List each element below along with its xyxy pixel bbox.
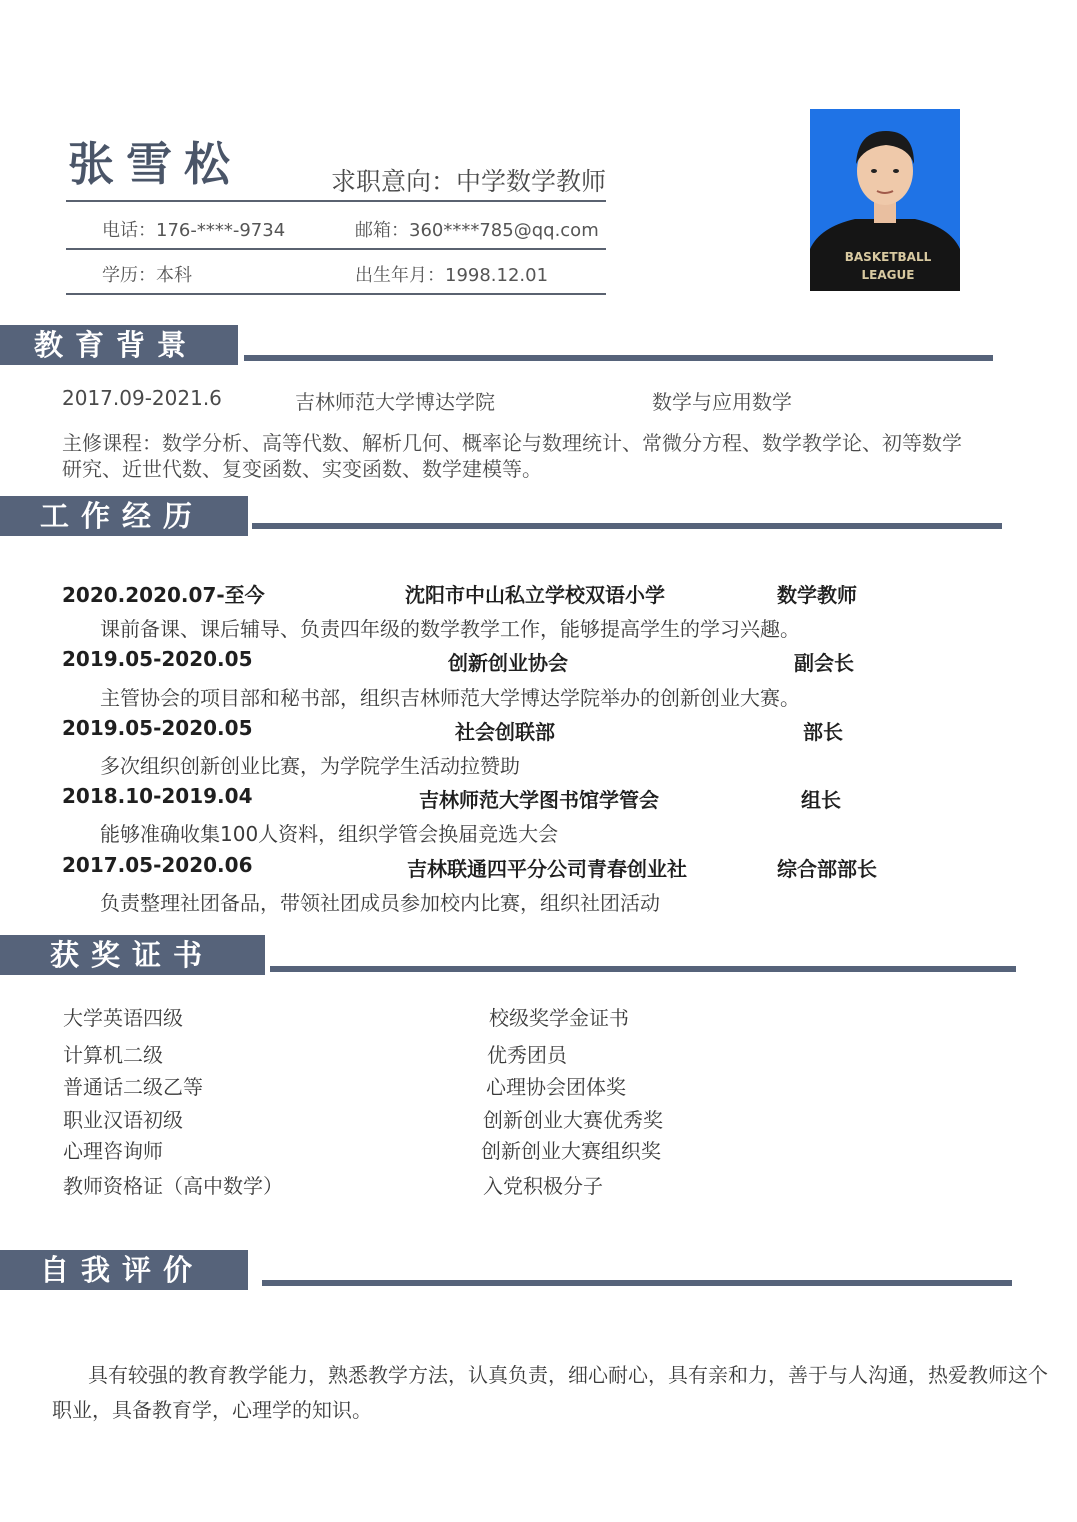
header-divider-top: [66, 200, 606, 202]
award-item: 创新创业大赛组织奖: [481, 1139, 661, 1163]
profile-photo: [810, 109, 960, 291]
section-line-education: [244, 355, 993, 361]
work-role: 部长: [803, 720, 843, 744]
section-title-work: 工作经历: [0, 496, 248, 536]
shirt-text-2: LEAGUE: [861, 268, 915, 282]
award-item: 职业汉语初级: [63, 1108, 183, 1132]
award-item: 入党积极分子: [483, 1174, 603, 1198]
award-item: 心理咨询师: [63, 1139, 163, 1163]
self-eval-line2: 职业，具备教育学，心理学的知识。: [52, 1398, 372, 1422]
work-period: 2020.2020.07-至今: [62, 583, 265, 607]
work-org: 创新创业协会: [448, 651, 568, 675]
work-org: 吉林联通四平分公司青春创业社: [407, 857, 687, 881]
work-role: 副会长: [794, 651, 854, 675]
work-period: 2018.10-2019.04: [62, 784, 253, 808]
edu-courses-line1: 主修课程：数学分析、高等代数、解析几何、概率论与数理统计、常微分方程、数学教学论、初等数学: [62, 431, 962, 455]
phone-info: 电话：176-****-9734: [102, 220, 286, 241]
edu-school: 吉林师范大学博达学院: [295, 390, 495, 414]
award-item: 计算机二级: [63, 1043, 163, 1067]
work-role: 综合部部长: [777, 857, 877, 881]
work-period: 2019.05-2020.05: [62, 716, 253, 740]
birth-info: 出生年月：1998.12.01: [355, 265, 549, 286]
section-line-work: [252, 523, 1002, 529]
award-item: 普通话二级乙等: [63, 1075, 203, 1099]
section-title-self: 自我评价: [0, 1250, 248, 1290]
work-desc: 能够准确收集100人资料，组织学管会换届竞选大会: [100, 822, 559, 846]
award-item: 创新创业大赛优秀奖: [483, 1108, 663, 1132]
job-intent: 求职意向：中学数学教师: [331, 167, 607, 196]
edu-period: 2017.09-2021.6: [62, 386, 222, 410]
work-desc: 负责整理社团备品，带领社团成员参加校内比赛，组织社团活动: [100, 891, 660, 915]
work-role: 数学教师: [777, 583, 857, 607]
header-divider-bottom: [66, 293, 606, 295]
section-line-awards: [270, 966, 1016, 972]
edu-courses-line2: 研究、近世代数、复变函数、实变函数、数学建模等。: [62, 457, 542, 481]
work-role: 组长: [801, 788, 841, 812]
award-item: 校级奖学金证书: [489, 1006, 629, 1030]
section-title-awards: 获奖证书: [0, 935, 265, 975]
award-item: 大学英语四级: [63, 1006, 183, 1030]
work-org: 社会创联部: [455, 720, 555, 744]
work-org: 吉林师范大学图书馆学管会: [419, 788, 659, 812]
work-period: 2017.05-2020.06: [62, 853, 253, 877]
award-item: 心理协会团体奖: [486, 1075, 626, 1099]
work-desc: 课前备课、课后辅导、负责四年级的数学教学工作，能够提高学生的学习兴趣。: [100, 617, 800, 641]
education-level-info: 学历：本科: [102, 265, 192, 286]
self-eval-line1: 具有较强的教育教学能力，熟悉教学方法，认真负责，细心耐心，具有亲和力，善于与人沟通，热爱教师这个: [88, 1363, 1048, 1387]
work-desc: 主管协会的项目部和秘书部，组织吉林师范大学博达学院举办的创新创业大赛。: [100, 686, 800, 710]
section-line-self: [262, 1280, 1012, 1286]
edu-major: 数学与应用数学: [652, 390, 792, 414]
work-org: 沈阳市中山私立学校双语小学: [405, 583, 665, 607]
shirt-text-1: BASKETBALL: [844, 250, 932, 264]
work-desc: 多次组织创新创业比赛，为学院学生活动拉赞助: [100, 754, 520, 778]
section-title-education: 教育背景: [0, 325, 238, 365]
email-info: 邮箱：360****785@qq.com: [355, 220, 599, 241]
award-item: 教师资格证（高中数学）: [63, 1174, 283, 1198]
candidate-name: 张雪松: [68, 137, 242, 191]
work-period: 2019.05-2020.05: [62, 647, 253, 671]
award-item: 优秀团员: [487, 1043, 567, 1067]
header-divider-mid: [66, 248, 606, 250]
